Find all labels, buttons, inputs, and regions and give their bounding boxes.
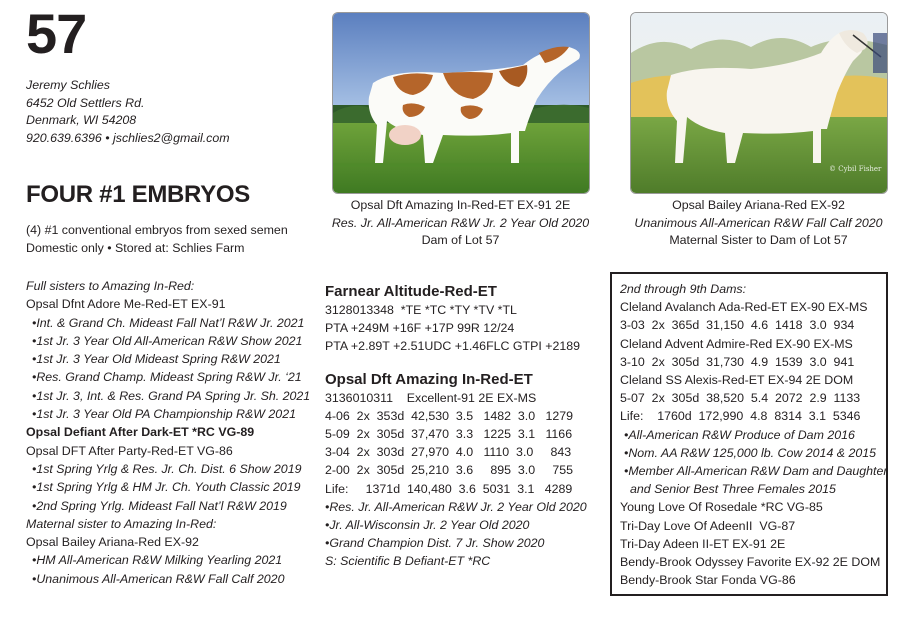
cow-photo-amazing [332, 12, 590, 194]
photo-watermark: © Cybil Fisher [829, 165, 882, 173]
sister-note: Opsal DFT After Party-Red-ET VG-86 [26, 443, 233, 458]
dam-record-line: S: Scientific B Defiant-ET *RC [325, 554, 491, 569]
dams-box [610, 272, 888, 596]
dam-record-line: 5-09 2x 305d 37,470 3.3 1225 3.1 1166 [325, 427, 573, 442]
photo-ariana-name: Opsal Bailey Ariana-Red EX-92 [672, 198, 845, 212]
dam-record-line: •Res. Jr. All-American R&W Jr. 2 Year Old 2020 [325, 499, 587, 514]
photo-ariana-caption [616, 197, 901, 250]
sire-dam-column [325, 282, 605, 571]
dam-records [325, 389, 605, 571]
dam-record-line: 2-00 2x 305d 25,210 3.6 895 3.0 755 [325, 463, 573, 478]
sister-note: •1st Jr. 3 Year Old Mideast Spring R&W 2021 [32, 352, 281, 367]
dam-ancestor-line: Cleland Advent Admire-Red EX-90 EX-MS [620, 336, 853, 351]
cow-photo-ariana [630, 12, 888, 194]
dam-record-line: 3-04 2x 303d 27,970 4.0 1110 3.0 843 [325, 445, 572, 460]
offering-description [26, 221, 288, 257]
photo-amazing-relation: Dam of Lot 57 [421, 233, 500, 247]
sister-note: •1st Jr. 3 Year Old PA Championship R&W 2021 [32, 407, 296, 422]
dam-record-line: 4-06 2x 353d 42,530 3.5 1482 3.0 1279 [325, 408, 574, 423]
dam-ancestor-line: and Senior Best Three Females 2015 [630, 482, 836, 497]
dam-ancestor-line: •All-American R&W Produce of Dam 2016 [624, 427, 855, 442]
consignor-address: 6452 Old Settlers Rd. [26, 95, 145, 110]
dam-ancestor-line: Bendy-Brook Odyssey Favorite EX-92 2E DOM [620, 555, 881, 570]
dam-ancestor-line: 3-10 2x 305d 31,730 4.9 1539 3.0 941 [620, 354, 855, 369]
sister-note: •Res. Grand Champ. Mideast Spring R&W Jr. ‘21 [32, 370, 302, 385]
dam-ancestor-line: Young Love Of Rosedale *RC VG-85 [620, 500, 823, 515]
consignor-contact [26, 77, 230, 148]
offering-line-1: (4) #1 conventional embryos from sexed semen [26, 223, 288, 237]
sire-line: 3128013348 *TE *TC *TY *TV *TL [325, 303, 517, 317]
consignor-city: Denmark, WI 54208 [26, 113, 137, 128]
dam-record-line: 3136010311 Excellent-91 2E EX-MS [325, 390, 537, 405]
sire-line: PTA +249M +16F +17P 99R 12/24 [325, 321, 515, 336]
cow-photo-amazing-illustration [333, 13, 589, 193]
sister-note: •1st Spring Yrlg & HM Jr. Ch. Youth Classic 2019 [32, 480, 301, 495]
dam-record-line: •Grand Champion Dist. 7 Jr. Show 2020 [325, 536, 545, 551]
photo-ariana-relation: Maternal Sister to Dam of Lot 57 [669, 233, 848, 247]
dam-ancestor-line: 2nd through 9th Dams: [620, 282, 747, 296]
dam-ancestor-line: Life: 1760d 172,990 4.8 8314 3.1 5346 [620, 409, 861, 424]
sister-note: Maternal sister to Amazing In-Red: [26, 516, 217, 531]
sister-note: •HM All-American R&W Milking Yearling 2021 [32, 553, 283, 568]
dam-ancestor-line: •Member All-American R&W Dam and Daughter [624, 464, 888, 479]
sister-note: •Int. & Grand Ch. Mideast Fall Nat’l R&W Jr. 2021 [32, 315, 305, 330]
sister-note: •1st Spring Yrlg & Res. Jr. Ch. Dist. 6 Show 2019 [32, 461, 302, 476]
dam-ancestor-line: Bendy-Brook Star Fonda VG-86 [620, 573, 796, 588]
dam-ancestor-line: 3-03 2x 365d 31,150 4.6 1418 3.0 934 [620, 318, 855, 333]
consignor-name: Jeremy Schlies [26, 78, 111, 92]
sister-note: •1st Jr. 3, Int. & Res. Grand PA Spring Jr. Sh. 2021 [32, 388, 311, 403]
photo-amazing-name: Opsal Dft Amazing In-Red-ET EX-91 2E [350, 198, 571, 212]
dam-ancestor-line: •Nom. AA R&W 125,000 lb. Cow 2014 & 2015 [624, 445, 877, 460]
sister-note: Opsal Bailey Ariana-Red EX-92 [26, 535, 199, 550]
dam-name: Opsal Dft Amazing In-Red-ET [325, 370, 533, 388]
offering-line-2: Domestic only • Stored at: Schlies Farm [26, 241, 245, 255]
cow-photo-ariana-illustration [631, 13, 887, 193]
sire-name: Farnear Altitude-Red-ET [325, 283, 497, 300]
lot-number: 57 [26, 2, 87, 65]
photo-ariana-award: Unanimous All-American R&W Fall Calf 2020 [634, 215, 883, 230]
dam-ancestor-line: Tri-Day Love Of AdeenII VG-87 [620, 518, 796, 533]
sister-note: Opsal Dfnt Adore Me-Red-ET EX-91 [26, 297, 226, 312]
dam-ancestor-line: Tri-Day Adeen II-ET EX-91 2E [620, 536, 786, 551]
photo-amazing-caption [318, 197, 603, 250]
dam-ancestor-line: 5-07 2x 305d 38,520 5.4 2072 2.9 1133 [620, 391, 861, 406]
sister-note: •1st Jr. 3 Year Old All-American R&W Show 2021 [32, 333, 303, 348]
sister-note: Full sisters to Amazing In-Red: [26, 279, 195, 293]
offering-title: FOUR #1 EMBRYOS [26, 181, 250, 208]
consignor-phone-email: 920.639.6396 • jschlies2@gmail.com [26, 131, 230, 146]
photo-amazing-award: Res. Jr. All-American R&W Jr. 2 Year Old 2020 [331, 215, 590, 230]
sister-note: •Unanimous All-American R&W Fall Calf 2020 [32, 571, 285, 586]
dam-ancestor-line: Cleland SS Alexis-Red-ET EX-94 2E DOM [620, 373, 854, 388]
sister-note: •2nd Spring Yrlg. Mideast Fall Nat’l R&W 2019 [32, 498, 287, 513]
dam-record-line: •Jr. All-Wisconsin Jr. 2 Year Old 2020 [325, 518, 530, 533]
dam-record-line: Life: 1371d 140,480 3.6 5031 3.1 4289 [325, 481, 573, 496]
dam-ancestor-line: Cleland Avalanch Ada-Red-ET EX-90 EX-MS [620, 300, 868, 315]
sire-line: PTA +2.89T +2.51UDC +1.46FLC GTPI +2189 [325, 339, 581, 354]
sister-note: Opsal Defiant After Dark-ET *RC VG-89 [26, 425, 255, 440]
sisters-list [26, 277, 316, 588]
